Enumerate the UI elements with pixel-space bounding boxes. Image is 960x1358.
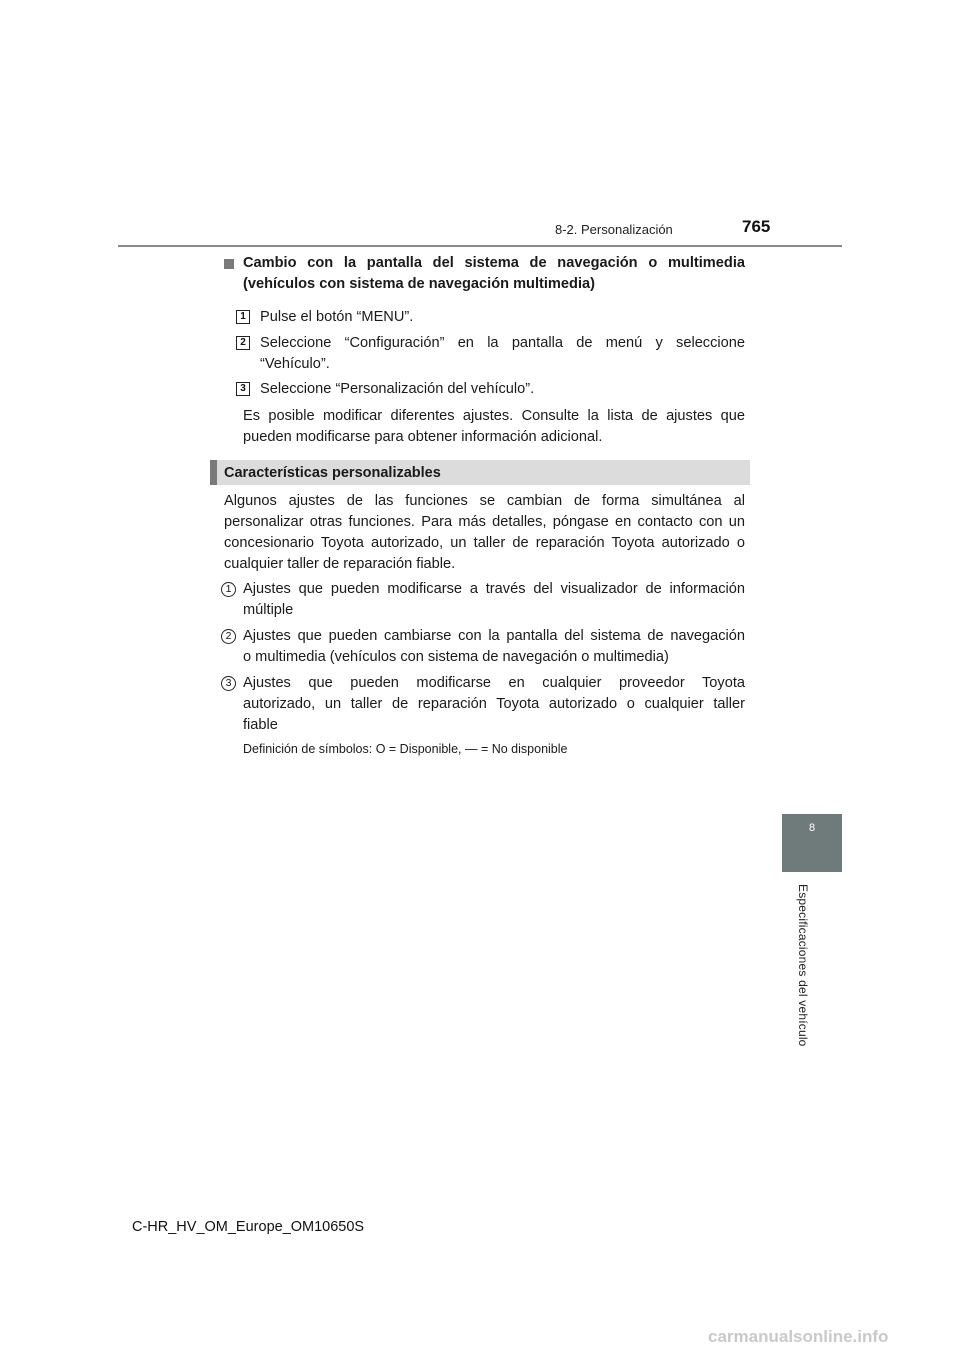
step-number-1: 1 bbox=[236, 310, 250, 324]
step-2-text-line2: “Vehículo”. bbox=[260, 356, 330, 372]
method-number-1: 1 bbox=[221, 582, 236, 597]
subsection-title-line2: (vehículos con sistema de navegación multimedia) bbox=[243, 276, 595, 292]
method-number-3: 3 bbox=[221, 676, 236, 691]
step-number-3: 3 bbox=[236, 382, 250, 396]
method-3-line2: autorizado, un taller de reparación Toyota autorizado o cualquier taller bbox=[243, 696, 745, 712]
method-3-line3: fiable bbox=[243, 717, 278, 733]
header-divider bbox=[118, 245, 842, 247]
step-2-text-line1: Seleccione “Configuración” en la pantalla de menú y seleccione bbox=[260, 335, 745, 351]
method-1-line2: múltiple bbox=[243, 602, 294, 618]
symbols-note: Definición de símbolos: O = Disponible, — = No disponible bbox=[243, 742, 568, 756]
document-code: C-HR_HV_OM_Europe_OM10650S bbox=[132, 1219, 365, 1235]
step-3-text: Seleccione “Personalización del vehículo”. bbox=[260, 381, 535, 397]
page-number: 765 bbox=[742, 217, 771, 236]
step-1-text: Pulse el botón “MENU”. bbox=[260, 309, 414, 325]
intro-line3: concesionario Toyota autorizado, un taller de reparación Toyota autorizado o bbox=[224, 535, 745, 551]
method-number-2: 2 bbox=[221, 629, 236, 644]
steps-note-line1: Es posible modificar diferentes ajustes. Consulte la lista de ajustes que bbox=[243, 408, 745, 424]
intro-line1: Algunos ajustes de las funciones se cambian de forma simultánea al bbox=[224, 493, 745, 509]
method-3-line1: Ajustes que pueden modificarse en cualquier proveedor Toyota bbox=[243, 675, 745, 691]
method-1-line1: Ajustes que pueden modificarse a través del visualizador de información bbox=[243, 581, 745, 597]
method-2-line2: o multimedia (vehículos con sistema de navegación o multimedia) bbox=[243, 649, 669, 665]
intro-line4: cualquier taller de reparación fiable. bbox=[224, 556, 456, 572]
step-number-2: 2 bbox=[236, 336, 250, 350]
method-2-line1: Ajustes que pueden cambiarse con la pantalla del sistema de navegación bbox=[243, 628, 745, 644]
chapter-tab-number: 8 bbox=[808, 822, 816, 834]
intro-line2: personalizar otras funciones. Para más detalles, póngase en contacto con un bbox=[224, 514, 745, 530]
watermark: carmanualsonline.info bbox=[708, 1327, 889, 1346]
steps-note-line2: pueden modificarse para obtener información adicional. bbox=[243, 429, 603, 445]
subsection-title-line1: Cambio con la pantalla del sistema de navegación o multimedia bbox=[243, 255, 745, 271]
chapter-tab-label: Especificaciones del vehículo bbox=[796, 884, 810, 1047]
section-heading: Características personalizables bbox=[224, 465, 441, 481]
section-title: 8-2. Personalización bbox=[555, 222, 673, 237]
square-bullet-icon bbox=[224, 259, 234, 269]
